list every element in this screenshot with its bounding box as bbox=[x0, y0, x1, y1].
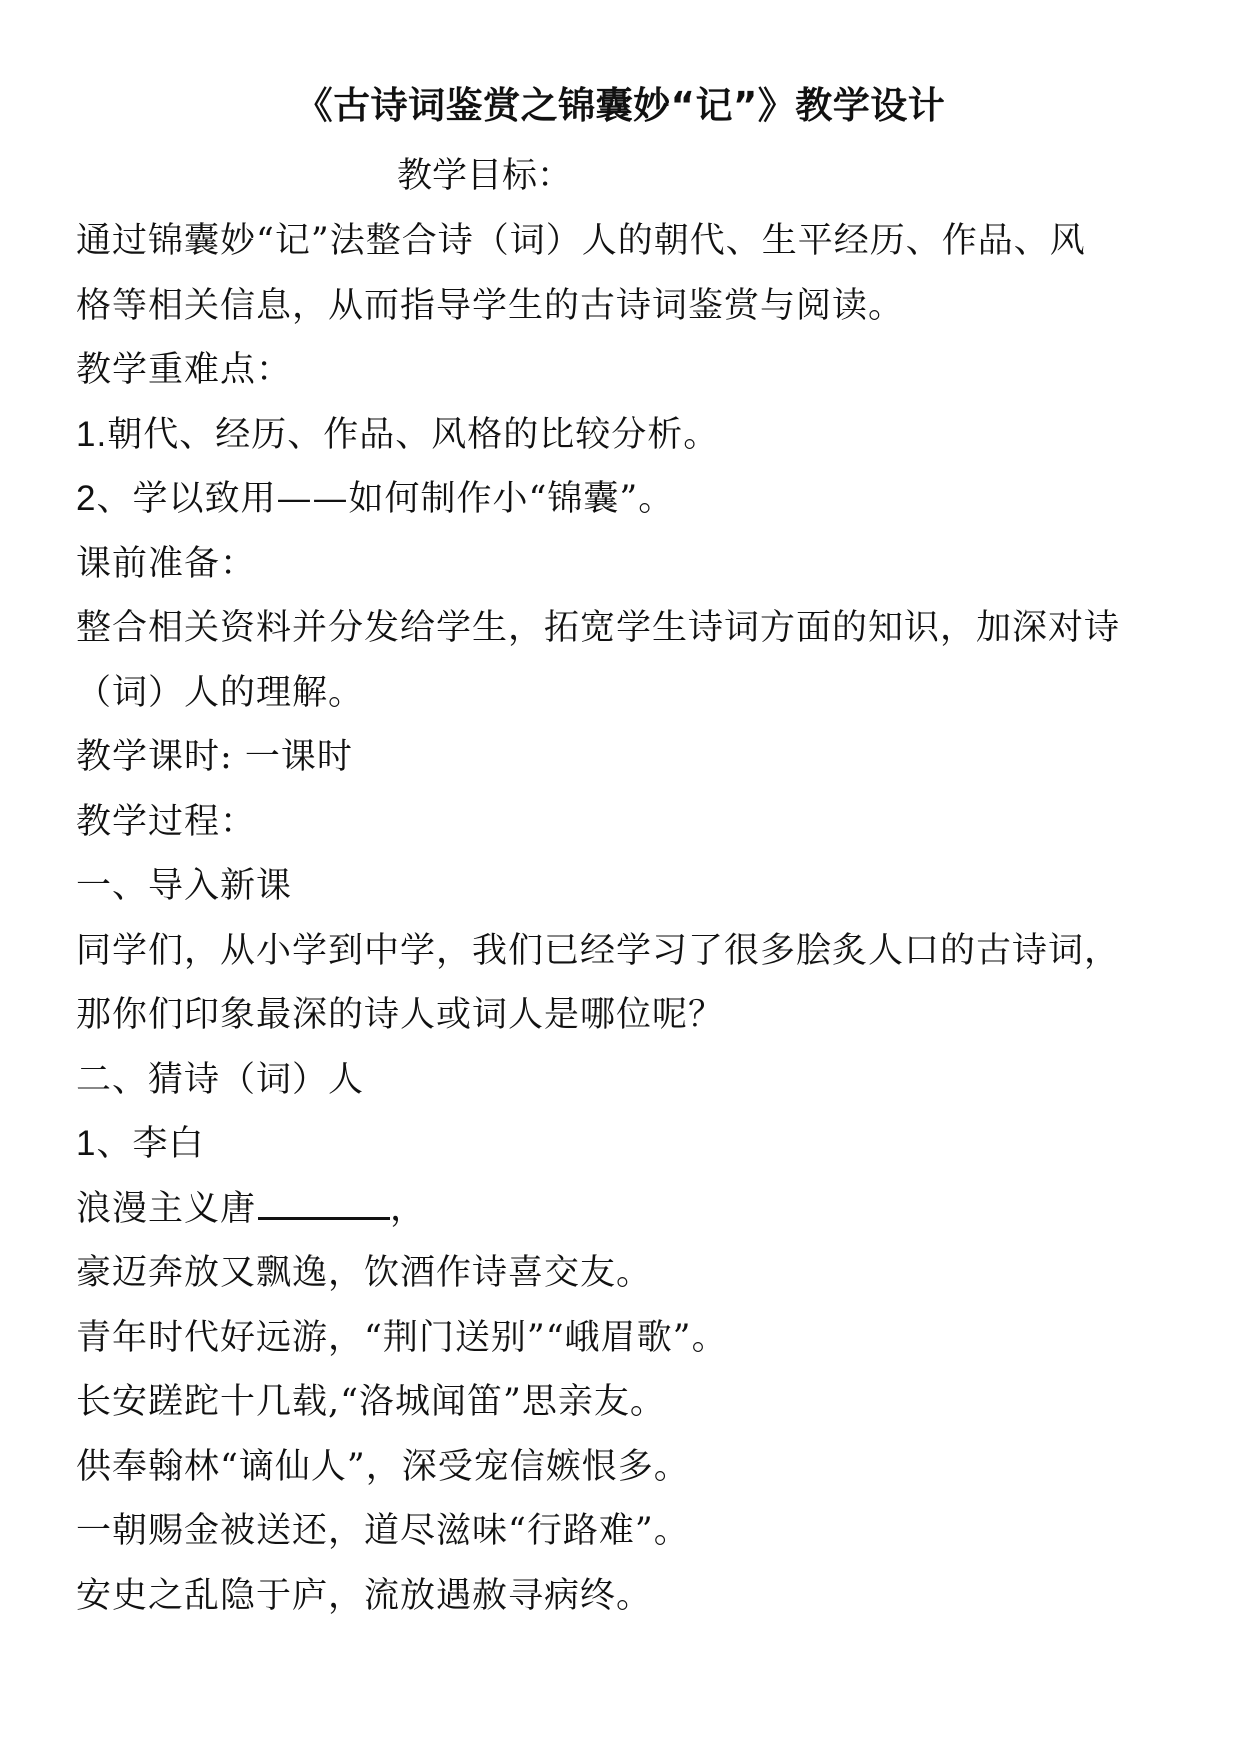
class-hours-line: 教学课时: 一课时 bbox=[76, 737, 353, 777]
poem-line: 一朝赐金被送还，道尽滋味“行路难”。 bbox=[76, 1511, 690, 1551]
list-item bbox=[76, 467, 1176, 532]
document-title: 《古诗词鉴赏之锦囊妙“记”》教学设计 bbox=[295, 84, 946, 127]
poem-line: 豪迈奔放又飘逸，饮酒作诗喜交友。 bbox=[76, 1253, 653, 1293]
section-heading-intro: 一、导入新课 bbox=[76, 866, 293, 906]
poem-line bbox=[76, 1177, 1176, 1242]
list-item-text: 、学以致用——如何制作小“锦囊”。 bbox=[96, 479, 675, 519]
teaching-goal-heading: 教学目标： bbox=[397, 156, 573, 196]
paragraph-line: （词）人的理解。 bbox=[76, 672, 365, 713]
fill-in-blank bbox=[258, 1187, 390, 1220]
poem-line-text: 浪漫主义唐 bbox=[76, 1188, 257, 1229]
paragraph-line: 那你们印象最深的诗人或词人是哪位呢？ bbox=[76, 995, 725, 1035]
paragraph-line: 整合相关资料并分发给学生，拓宽学生诗词方面的知识，加深对诗 bbox=[76, 608, 1121, 648]
section-heading-guess: 二、猜诗（词）人 bbox=[76, 1059, 365, 1100]
poem-line: 青年时代好远游，“荆门送别”“峨眉歌”。 bbox=[76, 1317, 728, 1358]
section-heading-process: 教学过程： bbox=[76, 801, 257, 842]
document-body bbox=[76, 209, 1176, 1628]
poem-line: 长安蹉跎十几载,“洛城闻笛”思亲友。 bbox=[76, 1382, 666, 1422]
paragraph-line: 通过锦囊妙“记”法整合诗（词）人的朝代、生平经历、作品、风 bbox=[76, 221, 1086, 261]
poem-line-punct: ， bbox=[390, 1188, 427, 1229]
list-number: 2 bbox=[76, 479, 97, 518]
section-heading-difficulties: 教学重难点： bbox=[76, 350, 293, 390]
list-item bbox=[76, 1112, 1176, 1177]
list-number: 1. bbox=[76, 414, 108, 454]
list-item-text: 朝代、经历、作品、风格的比较分析。 bbox=[107, 414, 720, 455]
list-item bbox=[76, 403, 1176, 468]
poem-line: 安史之乱隐于庐，流放遇赦寻病终。 bbox=[76, 1575, 653, 1616]
paragraph-line: 格等相关信息，从而指导学生的古诗词鉴赏与阅读。 bbox=[76, 285, 905, 326]
list-item-text: 、李白 bbox=[96, 1124, 205, 1164]
section-heading-preparation: 课前准备： bbox=[76, 543, 257, 584]
poem-line: 供奉翰林“谪仙人”，深受宠信嫉恨多。 bbox=[76, 1446, 690, 1487]
list-number: 1 bbox=[76, 1124, 97, 1163]
paragraph-line: 同学们，从小学到中学，我们已经学习了很多脍炙人口的古诗词， bbox=[76, 930, 1121, 971]
